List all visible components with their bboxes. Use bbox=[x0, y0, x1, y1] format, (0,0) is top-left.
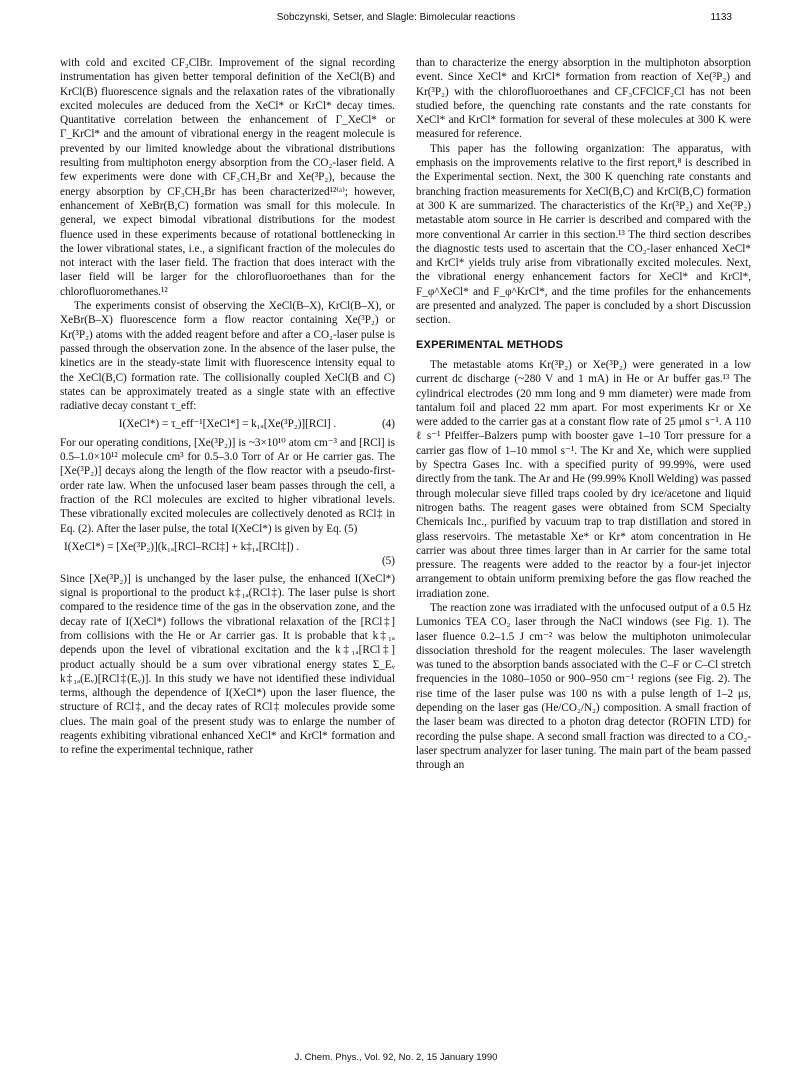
paragraph-organization: This paper has the following organization: The apparatus, with emphasis on the improvements relative to the first report,⁸ is described in the Experimental section. Next, the 300 K quenching rate constants and branching fraction measurements for XeCl(B,C) and KrCl(B,C) formation at 300 K are summarized. The characteristics of the Kr(³P₂) and Xe(³P₂) metastable atom source in He carrier is described and compared with the more conventional Ar carrier in this section.¹³ The third section describes the diagnostic tests used to ascertain that the CO₂-laser enhanced XeCl* and KrCl* yields truly arise from vibrationally excited molecules. Next, the vibrational energy enhancement factors for XeCl* and KrCl*, F_φ^XeCl* and F_φ^KrCl*, and the time profiles for the enhancements are presented and analyzed. The paper is concluded by a short Discussion section. bbox=[416, 142, 751, 327]
section-heading: EXPERIMENTAL METHODS bbox=[416, 338, 564, 351]
equation-5-number: (5) bbox=[381, 554, 395, 567]
running-head bbox=[0, 12, 792, 28]
equation-5 bbox=[60, 540, 395, 568]
paragraph-conditions: For our operating conditions, [Xe(³P₂)] is ~3×10¹⁰ atom cm⁻³ and [RCl] is 0.5–1.0×10¹² molecule cm³ for 0.5–3.0 Torr of Ar or He carrier gas. The [Xe(³P₂)] decays along the length of the flow reactor with a pseudo-first-order rate law. When the unfocused laser beam passes through the cell, a fraction of the RCl molecules are excited to higher vibrational levels. These vibrationally excited molecules are collectively denoted as RCl‡ in Eq. (2). After the laser pulse, the total I(XeCl*) is given by Eq. (5) bbox=[60, 436, 395, 535]
paragraph-reaction-zone: The reaction zone was irradiated with the unfocused output of a 0.5 Hz Lumonics TEA CO₂ laser through the NaCl windows (see Fig. 1). The laser fluence 0.2–1.5 J cm⁻² was below the multiphoton unimolecular dissociation threshold for the reagent molecules. The laser wavelength was tuned to the absorption bands associated with the C–F or C–Cl stretch frequencies in the 1080–1050 or 900–950 cm⁻¹ regions (see Fig. 2). The rise time of the laser pulse was 100 ns with a pulse length of 1–2 μs, depending on the laser gas (He/CO₂/N₂) composition. A small fraction of the laser beam was directed to a photon drag detector (ROFIN LTD) for recording the pulse shape. A second small fraction was directed to a CO₂-laser spectrum analyzer for laser tuning. The main part of the beam passed through an bbox=[416, 601, 751, 772]
equation-5-body: I(XeCl*) = [Xe(³P₂)](k₁ₐ[RCl–RCl‡] + k‡₁ₐ[RCl‡]) . bbox=[64, 540, 300, 553]
paragraph-experiments: The experiments consist of observing the XeCl(B–X), KrCl(B–X), or XeBr(B–X) fluorescence form a flow reactor containing Xe(³P₂) or Kr(³P₂) atoms with the added reagent before and after a CO₂-laser pulse is passed through the observation zone. In the absence of the laser pulse, the kinetics are in the steady-state limit with fluorescence intensity equal to the XeCl(B,C) formation rate. The collisionally coupled XeCl(B and C) states can be approximately treated as a single state with an effective radiative decay constant τ_eff: bbox=[60, 300, 395, 413]
equation-4-body: I(XeCl*) = τ_eff⁻¹[XeCl*] = k₁ₐ[Xe(³P₂)][RCl] . bbox=[118, 418, 337, 431]
paragraph-continuation: with cold and excited CF₂ClBr. Improvement of the signal recording instrumentation has given better temporal definition of the XeCl(B) and KrCl(B) fluorescence signals and the relaxation rates of the vibrationally excited molecules are deduced from the XeCl* or KrCl* decay times. Quantitative correlation between the enhancement of Γ_XeCl* or Γ_KrCl* and the amount of vibrational energy in the reagent molecule is prevented by our limited knowledge about the vibrational distributions resulting from multiphoton energy absorption from the CO₂-laser field. A few experiments were done with CF₃CH₂Br and Xe(³P₂), because the energy absorption by CF₃CH₂Br has been characterized¹²⁽ᵃ⁾; however, enhancement of XeBr(B,C) formation was small for this molecule. In general, we expect bimodal vibrational distributions for the modest fluence used in these experiments because of rotational bottlenecking in the lower vibrational states, i.e., a significant fraction of the molecules do not interact with the laser field. The fraction that does interact with the laser field will be larger for the chlorofluoroethanes than for the chlorofluoromethanes.¹² bbox=[60, 57, 395, 298]
paragraph-enhanced-signal: Since [Xe(³P₂)] is unchanged by the laser pulse, the enhanced I(XeCl*) signal is proportional to the product k‡₁ₐ(RCl‡). The laser pulse is short compared to the residence time of the gas in the observation zone, and the decay rate of I(XeCl*) follows the vibrational relaxation of the [RCl‡] from collisions with the He or Ar carrier gas. It is probable that k‡₁ₐ depends upon the level of vibrational excitation and the k‡₁ₐ[RCl‡] product actually should be a sum over vibrational energy states Σ_Eᵥ k‡₁ₐ(Eᵥ)[RCl‡(Eᵥ)]. In this study we have not identified these individual terms, although the dependence of I(XeCl*) upon the laser fluence, the structure of RCl‡, and the decay rates of RCl‡ molecules provide some clues. The main goal of the present study was to enlarge the number of reagents exhibiting vibrational enhanced XeCl* and KrCl* formation and to refine the experimental technique, rather bbox=[60, 572, 395, 757]
left-column bbox=[60, 56, 395, 758]
journal-footer: J. Chem. Phys., Vol. 92, No. 2, 15 January 1990 bbox=[294, 1052, 498, 1063]
paragraph-continuation-right: than to characterize the energy absorption in the multiphoton absorption event. Since XeCl* and KrCl* formation from reaction of Xe(³P₂) and Kr(³P₂) with the chlorofluoroethanes and CF₃CFClCF₂Cl has not been studied before, the quenching rate constants and the rate constants for XeCl* and KrCl* formation for several of these molecules at 300 K were measured for reference. bbox=[416, 57, 751, 141]
right-column bbox=[416, 56, 751, 773]
running-title: Sobczynski, Setser, and Slagle: Bimolecular reactions bbox=[276, 12, 516, 23]
page-number: 1133 bbox=[710, 12, 732, 23]
equation-4-number: (4) bbox=[381, 418, 395, 431]
paragraph-metastable-atoms: The metastable atoms Kr(³P₂) or Xe(³P₂) were generated in a low current dc discharge (~280 V and 1 mA) in He or Ar buffer gas.¹³ The cylindrical electrodes (20 mm long and 9 mm diameter) were made from tantalum foil and placed 22 mm apart. For most experiments Kr or Xe were added to the carrier gas at a constant flow rate of 25 μmol s⁻¹. A 110 ℓ s⁻¹ Pfeiffer–Balzers pump with booster gave 1–10 Torr pressure for a carrier gas flow of 1–10 mmol s⁻¹. The Kr and Xe, which were supplied by Spectra Gases Inc. with a specified purity of 99.99%, were used directly from the tank. The Ar and He (99.99% Knoll Welding) was passed through molecular sieve filled traps cooled by dry ice/acetone and liquid nitrogen baths. The reagent gases were obtained from SCM Specialty Chemicals Inc., purified by vacuum trap to trap distillation and stored in glass reservoirs. The metastable Xe* or Kr* atom concentration in He carrier was about three times larger than in Ar carrier for the same total pressure. The reagents were added to the reactor by a four-jet injector arrangement to obtain uniform premixing before the gas flow reached the irradiation zone. bbox=[416, 358, 751, 600]
equation-4 bbox=[60, 417, 395, 431]
